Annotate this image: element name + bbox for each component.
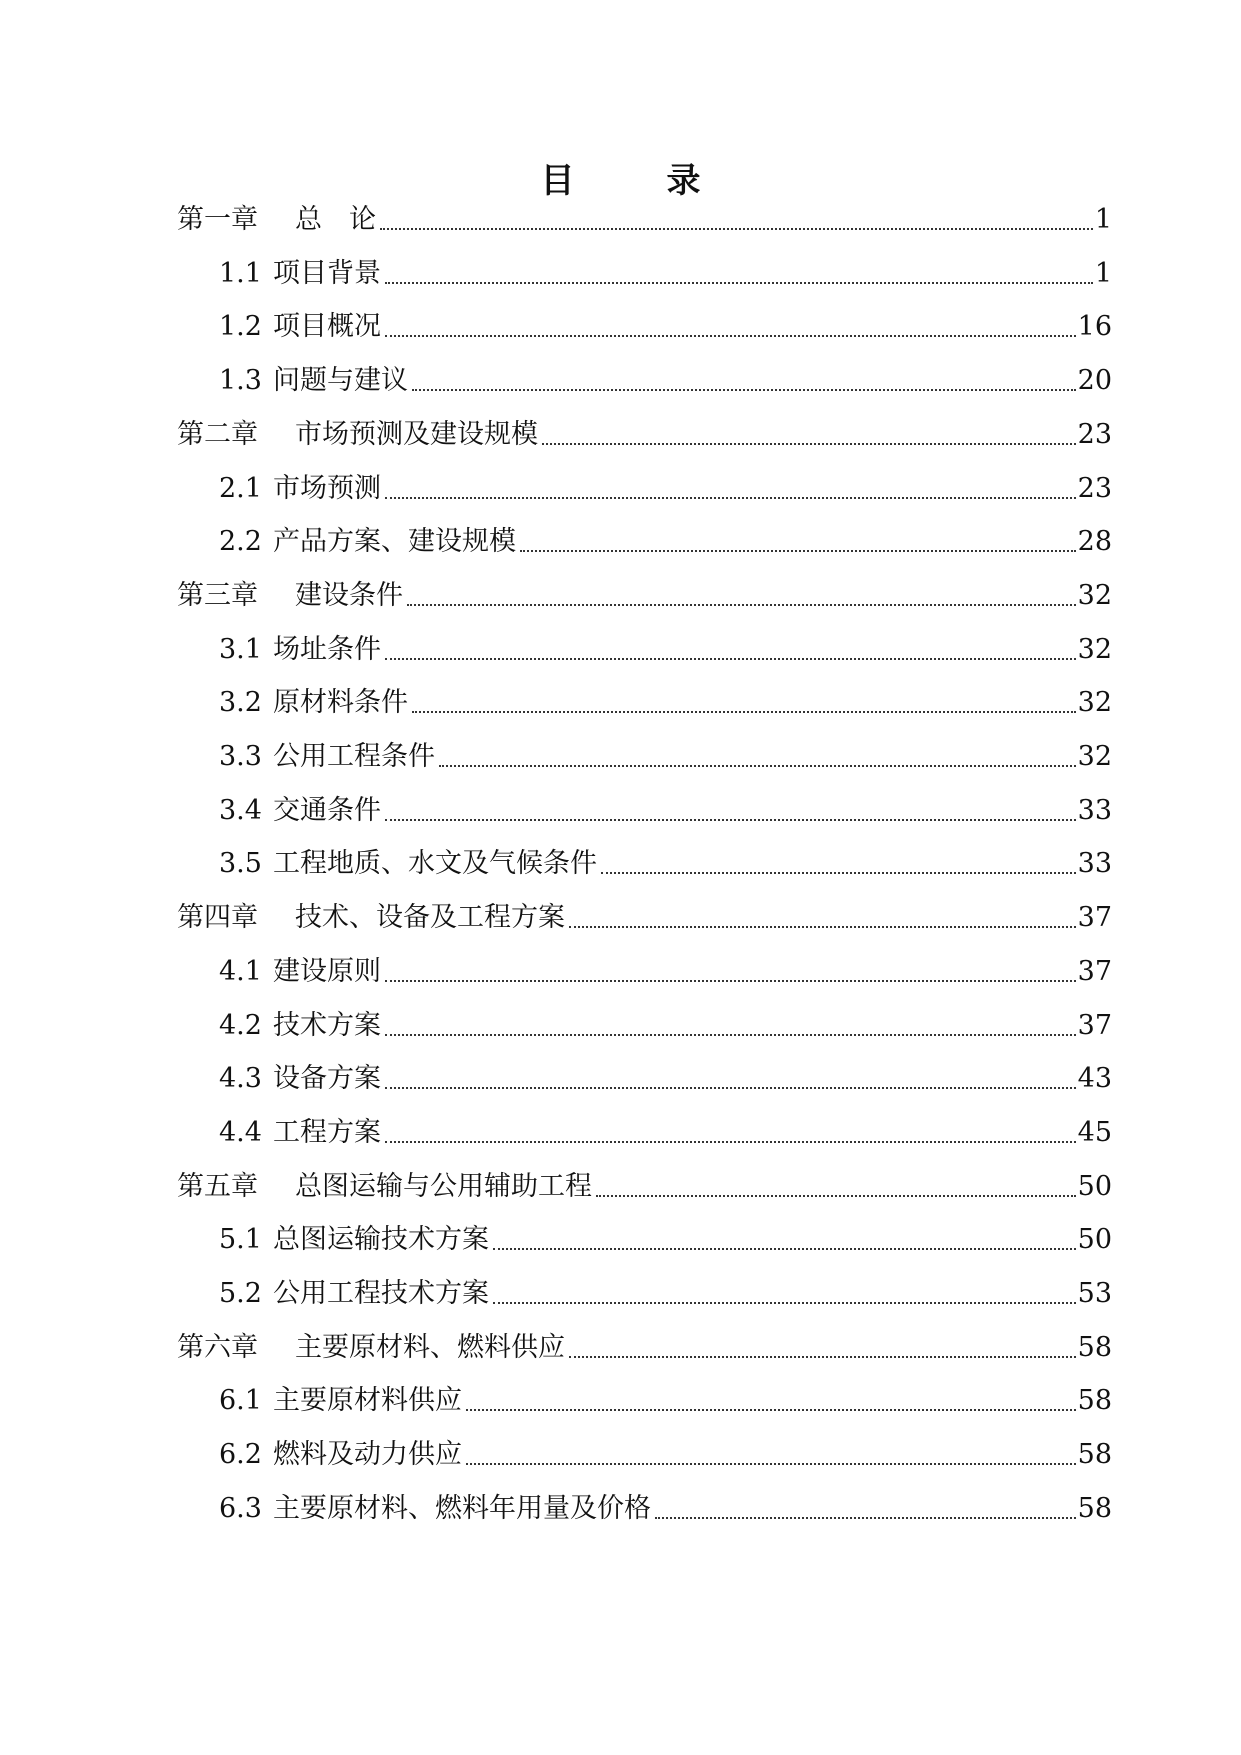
toc-entry-title: 市场预测及建设规模 bbox=[295, 419, 538, 450]
toc-chapter-entry[interactable] bbox=[177, 415, 1112, 455]
toc-entry-page-number: 33 bbox=[1077, 848, 1112, 879]
toc-title bbox=[0, 158, 1241, 204]
toc-entry-title: 项目概况 bbox=[273, 311, 381, 342]
toc-entry-number: 第一章 bbox=[177, 204, 258, 235]
dot-leader bbox=[412, 361, 1076, 401]
toc-entry-number: 第二章 bbox=[177, 419, 258, 450]
toc-chapter-entry[interactable] bbox=[177, 1328, 1112, 1368]
toc-entry-page-number: 1 bbox=[1094, 204, 1112, 235]
toc-section-entry[interactable] bbox=[219, 1435, 1112, 1475]
toc-entry-number: 4.3 bbox=[219, 1063, 262, 1094]
dot-leader bbox=[655, 1489, 1076, 1529]
toc-entry-title: 总图运输与公用辅助工程 bbox=[295, 1171, 592, 1202]
toc-entry-page-number: 58 bbox=[1077, 1439, 1112, 1470]
toc-entry-title: 项目背景 bbox=[273, 258, 381, 289]
toc-section-entry[interactable] bbox=[219, 254, 1112, 294]
toc-entry-title: 主要原材料供应 bbox=[273, 1385, 462, 1416]
toc-section-entry[interactable] bbox=[219, 1059, 1112, 1099]
dot-leader bbox=[466, 1381, 1076, 1421]
dot-leader bbox=[493, 1220, 1076, 1260]
toc-entry-page-number: 32 bbox=[1077, 741, 1112, 772]
toc-entry-title: 问题与建议 bbox=[273, 365, 408, 396]
toc-entry-page-number: 33 bbox=[1077, 795, 1112, 826]
toc-entry-number: 4.2 bbox=[219, 1010, 262, 1041]
toc-entry-title: 公用工程条件 bbox=[273, 741, 435, 772]
toc-section-entry[interactable] bbox=[219, 630, 1112, 670]
dot-leader bbox=[439, 737, 1076, 777]
dot-leader bbox=[385, 791, 1076, 831]
toc-entry-page-number: 50 bbox=[1077, 1171, 1112, 1202]
toc-entry-number: 第三章 bbox=[177, 580, 258, 611]
toc-entry-page-number: 20 bbox=[1077, 365, 1112, 396]
toc-entry-number: 6.1 bbox=[219, 1385, 262, 1416]
toc-entry-page-number: 32 bbox=[1077, 580, 1112, 611]
dot-leader bbox=[407, 576, 1076, 616]
toc-entry-title: 建设条件 bbox=[295, 580, 403, 611]
toc-title-right: 录 bbox=[666, 161, 701, 201]
toc-section-entry[interactable] bbox=[219, 522, 1112, 562]
toc-section-entry[interactable] bbox=[219, 1381, 1112, 1421]
toc-entry-page-number: 28 bbox=[1077, 526, 1112, 557]
toc-entry-page-number: 58 bbox=[1077, 1332, 1112, 1363]
toc-entry-title: 产品方案、建设规模 bbox=[273, 526, 516, 557]
toc-chapter-entry[interactable] bbox=[177, 200, 1112, 240]
toc-entry-number: 1.2 bbox=[219, 311, 262, 342]
toc-section-entry[interactable] bbox=[219, 361, 1112, 401]
dot-leader bbox=[385, 307, 1076, 347]
toc-chapter-entry[interactable] bbox=[177, 576, 1112, 616]
toc-entry-title: 工程地质、水文及气候条件 bbox=[273, 848, 597, 879]
toc-entry-title: 市场预测 bbox=[273, 473, 381, 504]
toc-section-entry[interactable] bbox=[219, 1006, 1112, 1046]
dot-leader bbox=[520, 522, 1076, 562]
toc-section-entry[interactable] bbox=[219, 307, 1112, 347]
dot-leader bbox=[385, 952, 1076, 992]
toc-section-entry[interactable] bbox=[219, 791, 1112, 831]
toc-entry-page-number: 23 bbox=[1077, 473, 1112, 504]
toc-entry-title: 主要原材料、燃料供应 bbox=[295, 1332, 565, 1363]
toc-entry-number: 3.5 bbox=[219, 848, 262, 879]
toc-entry-page-number: 37 bbox=[1077, 956, 1112, 987]
dot-leader bbox=[385, 1006, 1076, 1046]
toc-entry-title: 设备方案 bbox=[273, 1063, 381, 1094]
toc-entry-number: 第六章 bbox=[177, 1332, 258, 1363]
toc-entry-title: 场址条件 bbox=[273, 634, 381, 665]
dot-leader bbox=[385, 630, 1076, 670]
toc-entry-title: 总图运输技术方案 bbox=[273, 1224, 489, 1255]
dot-leader bbox=[569, 1328, 1076, 1368]
toc-entry-number: 3.4 bbox=[219, 795, 262, 826]
toc-entry-title: 建设原则 bbox=[273, 956, 381, 987]
toc-entry-number: 1.3 bbox=[219, 365, 262, 396]
toc-title-left: 目 bbox=[540, 161, 575, 201]
toc-section-entry[interactable] bbox=[219, 1274, 1112, 1314]
toc-entry-number: 6.2 bbox=[219, 1439, 262, 1470]
toc-section-entry[interactable] bbox=[219, 737, 1112, 777]
toc-entry-number: 3.3 bbox=[219, 741, 262, 772]
dot-leader bbox=[385, 1059, 1076, 1099]
dot-leader bbox=[385, 1113, 1076, 1153]
toc-entry-number: 3.1 bbox=[219, 634, 262, 665]
toc-section-entry[interactable] bbox=[219, 1489, 1112, 1529]
dot-leader bbox=[493, 1274, 1076, 1314]
dot-leader bbox=[596, 1167, 1076, 1207]
toc-entry-page-number: 32 bbox=[1077, 634, 1112, 665]
toc-entry-title: 燃料及动力供应 bbox=[273, 1439, 462, 1470]
toc-entry-number: 2.2 bbox=[219, 526, 262, 557]
toc-section-entry[interactable] bbox=[219, 1220, 1112, 1260]
toc-entry-number: 4.4 bbox=[219, 1117, 262, 1148]
toc-section-entry[interactable] bbox=[219, 844, 1112, 884]
toc-entry-number: 6.3 bbox=[219, 1493, 262, 1524]
toc-entry-page-number: 23 bbox=[1077, 419, 1112, 450]
toc-entry-number: 3.2 bbox=[219, 687, 262, 718]
dot-leader bbox=[412, 683, 1076, 723]
toc-entry-page-number: 50 bbox=[1077, 1224, 1112, 1255]
dot-leader bbox=[466, 1435, 1076, 1475]
dot-leader bbox=[601, 844, 1076, 884]
toc-entry-title: 主要原材料、燃料年用量及价格 bbox=[273, 1493, 651, 1524]
toc-section-entry[interactable] bbox=[219, 469, 1112, 509]
toc-entry-number: 4.1 bbox=[219, 956, 262, 987]
toc-entry-title: 总 论 bbox=[295, 204, 376, 235]
toc-entry-number: 2.1 bbox=[219, 473, 262, 504]
toc-entry-page-number: 58 bbox=[1077, 1385, 1112, 1416]
toc-entry-page-number: 58 bbox=[1077, 1493, 1112, 1524]
toc-entry-number: 第四章 bbox=[177, 902, 258, 933]
toc-entry-number: 5.2 bbox=[219, 1278, 262, 1309]
dot-leader bbox=[385, 469, 1076, 509]
toc-entry-page-number: 43 bbox=[1077, 1063, 1112, 1094]
toc-section-entry[interactable] bbox=[219, 683, 1112, 723]
toc-entry-page-number: 37 bbox=[1077, 1010, 1112, 1041]
toc-entry-number: 第五章 bbox=[177, 1171, 258, 1202]
toc-chapter-entry[interactable] bbox=[177, 898, 1112, 938]
toc-entry-page-number: 1 bbox=[1094, 258, 1112, 289]
dot-leader bbox=[569, 898, 1076, 938]
toc-section-entry[interactable] bbox=[219, 952, 1112, 992]
toc-entry-page-number: 53 bbox=[1077, 1278, 1112, 1309]
toc-chapter-entry[interactable] bbox=[177, 1167, 1112, 1207]
toc-entry-page-number: 45 bbox=[1077, 1117, 1112, 1148]
toc-entry-number: 1.1 bbox=[219, 258, 262, 289]
toc-entry-title: 工程方案 bbox=[273, 1117, 381, 1148]
toc-entry-page-number: 16 bbox=[1077, 311, 1112, 342]
toc-entry-title: 公用工程技术方案 bbox=[273, 1278, 489, 1309]
toc-entry-title: 技术、设备及工程方案 bbox=[295, 902, 565, 933]
dot-leader bbox=[380, 200, 1093, 240]
toc-entry-title: 交通条件 bbox=[273, 795, 381, 826]
toc-entry-number: 5.1 bbox=[219, 1224, 262, 1255]
toc-entry-title: 原材料条件 bbox=[273, 687, 408, 718]
dot-leader bbox=[385, 254, 1093, 294]
toc-section-entry[interactable] bbox=[219, 1113, 1112, 1153]
dot-leader bbox=[542, 415, 1076, 455]
toc-entry-page-number: 32 bbox=[1077, 687, 1112, 718]
toc-entry-page-number: 37 bbox=[1077, 902, 1112, 933]
toc-entry-title: 技术方案 bbox=[273, 1010, 381, 1041]
